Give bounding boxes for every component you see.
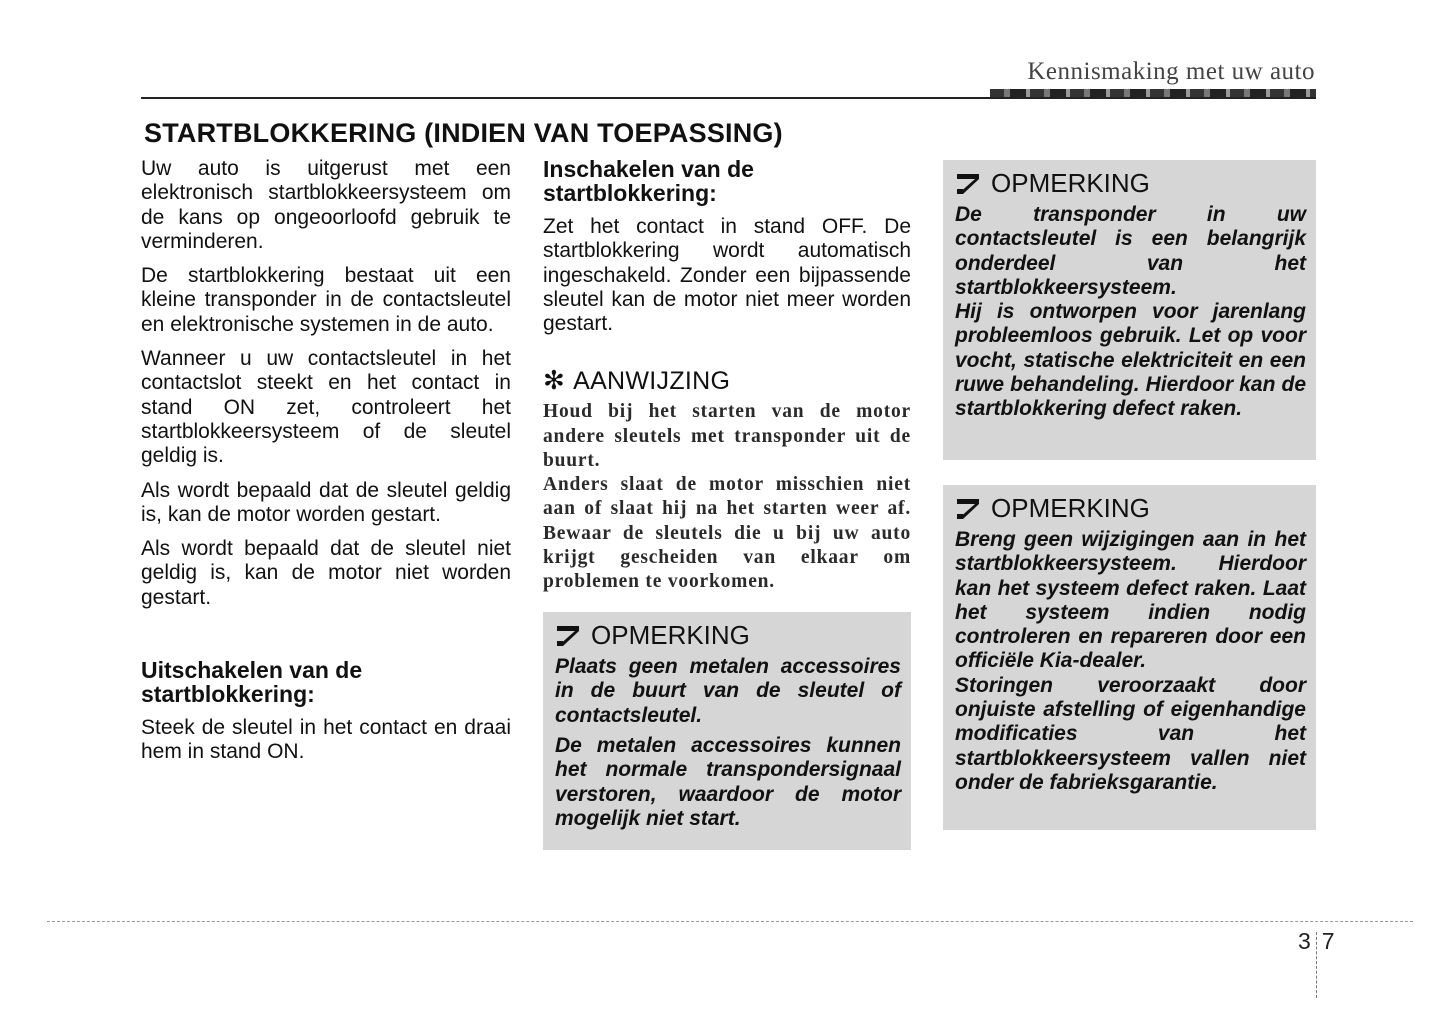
intro-paragraph: Uw auto is uitgerust met een elektronisch startblokkeersysteem om de kans op ongeoorloofd gebruik te verminderen.	[141, 157, 511, 253]
note-heading	[955, 493, 1306, 524]
page-number	[1298, 928, 1335, 998]
note-title: OPMERKING	[991, 168, 1150, 198]
check-paragraph: Wanneer u uw contactsleutel in het contactslot steekt en het contact in stand ON zet, controleert het startblokkeersysteem of de sleutel geldig is.	[141, 347, 511, 468]
column-middle	[543, 157, 911, 850]
note-paragraph: De metalen accessoires kunnen het normale transpondersignaal verstoren, waardoor de motor mogelijk niet start.	[555, 734, 901, 830]
valid-key-paragraph: Als wordt bepaald dat de sleutel geldig is, kan de motor worden gestart.	[141, 478, 511, 526]
page-index: 7	[1321, 928, 1335, 954]
note-heading	[555, 620, 901, 651]
disable-text: Steek de sleutel in het contact en draai hem in stand ON.	[141, 716, 511, 764]
column-left	[141, 157, 511, 775]
hint-title: AANWIJZING	[573, 367, 731, 396]
note-title: OPMERKING	[591, 620, 750, 651]
column-right	[943, 160, 1316, 830]
section-header-title: Kennismaking met uw auto	[1027, 58, 1315, 85]
note-paragraph: Storingen veroorzaakt door onjuiste afstelling of eigenhandige modificaties van het startblokkeersysteem vallen niet onder de fabrieksgarantie.	[955, 673, 1306, 794]
page-title: STARTBLOKKERING (INDIEN VAN TOEPASSING)	[144, 118, 783, 148]
asterisk-icon: ✻	[543, 366, 566, 397]
note-paragraph: Hij is ontworpen voor jarenlang probleemloos gebruik. Let op voor vocht, statische elektriciteit en een ruwe behandeling. Hierdoor kan de startblokkering defect raken.	[955, 300, 1306, 421]
header-rule	[141, 97, 1316, 99]
note-paragraph: De transponder in uw contactsleutel is een belangrijk onderdeel van het startblokkeersysteem.	[955, 203, 1306, 299]
chapter-number: 3	[1298, 928, 1311, 954]
enable-subheading: Inschakelen van de startblokkering:	[543, 156, 754, 206]
page-number-separator	[1316, 932, 1317, 998]
note-box	[943, 485, 1316, 830]
note-heading	[955, 168, 1306, 199]
enable-text: Zet het contact in stand OFF. De startblokkering wordt automatisch ingeschakeld. Zonder een bijpassende sleutel kan de motor niet meer worden gestart.	[543, 215, 911, 336]
hint-heading	[543, 366, 911, 396]
footer-rule	[47, 921, 1413, 922]
invalid-key-paragraph: Als wordt bepaald dat de sleutel niet geldig is, kan de motor niet worden gestart.	[141, 537, 511, 609]
caution-icon	[555, 625, 581, 647]
hint-paragraph: Anders slaat de motor misschien niet aan of slaat hij na het starten weer af. Bewaar de sleutels die u bij uw auto krijgt gescheiden van elkaar om problemen te voorkomen.	[543, 474, 911, 592]
disable-subheading: Uitschakelen van de startblokkering:	[141, 657, 363, 708]
components-paragraph: De startblokkering bestaat uit een kleine transponder in de contactsleutel en elektronische systemen in de auto.	[141, 264, 511, 336]
note-box	[543, 612, 911, 850]
note-paragraph: Plaats geen metalen accessoires in de buurt van de sleutel of contactsleutel.	[555, 655, 901, 727]
hint-paragraph: Houd bij het starten van de motor andere sleutels met transponder uit de buurt.	[543, 401, 911, 471]
caution-icon	[955, 498, 981, 520]
caution-icon	[955, 173, 981, 195]
note-box	[943, 160, 1316, 460]
note-title: OPMERKING	[991, 493, 1150, 523]
note-paragraph: Breng geen wijzigingen aan in het startblokkeersysteem. Hierdoor kan het systeem defect raken. Laat het systeem indien nodig controleren en repareren door een officiële Kia-dealer.	[955, 528, 1306, 673]
